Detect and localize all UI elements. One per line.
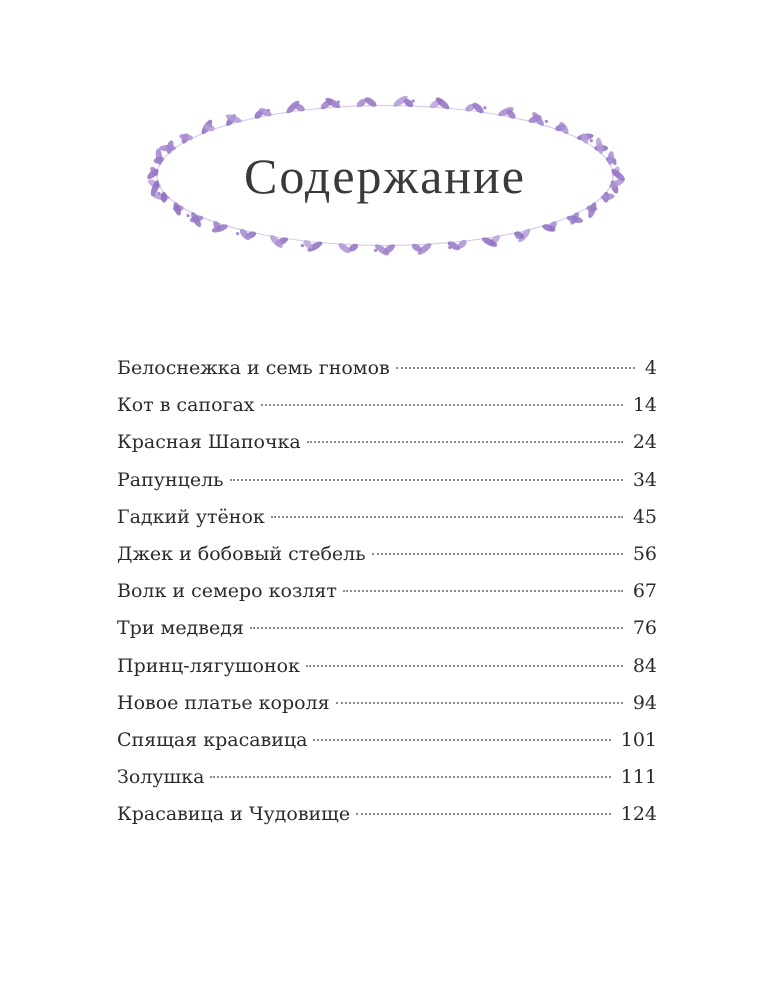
toc-entry-title: Принц-лягушонок (117, 654, 300, 677)
page-title: Содержание (244, 147, 526, 204)
dot-leader (306, 665, 623, 667)
toc-entry[interactable] (117, 796, 657, 833)
toc-entry[interactable] (117, 759, 657, 796)
dot-leader (313, 739, 610, 741)
dot-leader (261, 404, 623, 406)
toc-entry[interactable] (117, 499, 657, 536)
toc-entry[interactable] (117, 685, 657, 722)
dot-leader (356, 813, 611, 815)
dot-leader (271, 516, 623, 518)
toc-entry-page: 124 (620, 803, 657, 826)
toc-entry-title: Спящая красавица (117, 728, 308, 751)
toc-entry-page: 76 (632, 617, 657, 640)
toc-entry[interactable] (117, 424, 657, 461)
toc-entry-page: 14 (632, 394, 657, 417)
toc-entry-title: Красавица и Чудовище (117, 803, 351, 826)
toc-entry[interactable] (117, 722, 657, 759)
toc-entry-page: 94 (632, 691, 657, 714)
dot-leader (343, 590, 623, 592)
toc-entry-page: 45 (632, 505, 657, 528)
toc-entry-title: Кот в сапогах (117, 394, 255, 417)
dot-leader (396, 367, 635, 369)
toc-entry-page: 24 (632, 431, 657, 454)
dot-leader (230, 479, 623, 481)
toc-entry-page: 101 (620, 728, 657, 751)
toc-entry-title: Три медведя (117, 617, 244, 640)
toc-entry-title: Волк и семеро козлят (117, 580, 337, 603)
dot-leader (250, 627, 623, 629)
dot-leader (372, 553, 623, 555)
toc-entry-title: Джек и бобовый стебель (117, 542, 366, 565)
toc-entry[interactable] (117, 350, 657, 387)
toc-entry-title: Золушка (117, 766, 205, 789)
toc-entry-title: Красная Шапочка (117, 431, 301, 454)
dot-leader (210, 776, 610, 778)
toc-entry-title: Рапунцель (117, 468, 224, 491)
dot-leader (307, 441, 623, 443)
toc-entry[interactable] (117, 573, 657, 610)
toc-entry[interactable] (117, 610, 657, 647)
toc-entry-page: 56 (632, 542, 657, 565)
toc-entry-page: 67 (632, 580, 657, 603)
toc-entry-page: 84 (632, 654, 657, 677)
toc-entry[interactable] (117, 536, 657, 573)
toc-entry-page: 111 (620, 766, 657, 789)
toc-entry[interactable] (117, 648, 657, 685)
toc-entry-title: Гадкий утёнок (117, 505, 265, 528)
toc-entry-title: Белоснежка и семь гномов (117, 357, 390, 379)
toc-entry-page: 4 (644, 357, 657, 379)
toc-entry[interactable] (117, 462, 657, 499)
table-of-contents (117, 350, 657, 833)
dot-leader (336, 702, 623, 704)
toc-entry-title: Новое платье короля (117, 691, 330, 714)
toc-entry[interactable] (117, 387, 657, 424)
toc-entry-page: 34 (632, 468, 657, 491)
